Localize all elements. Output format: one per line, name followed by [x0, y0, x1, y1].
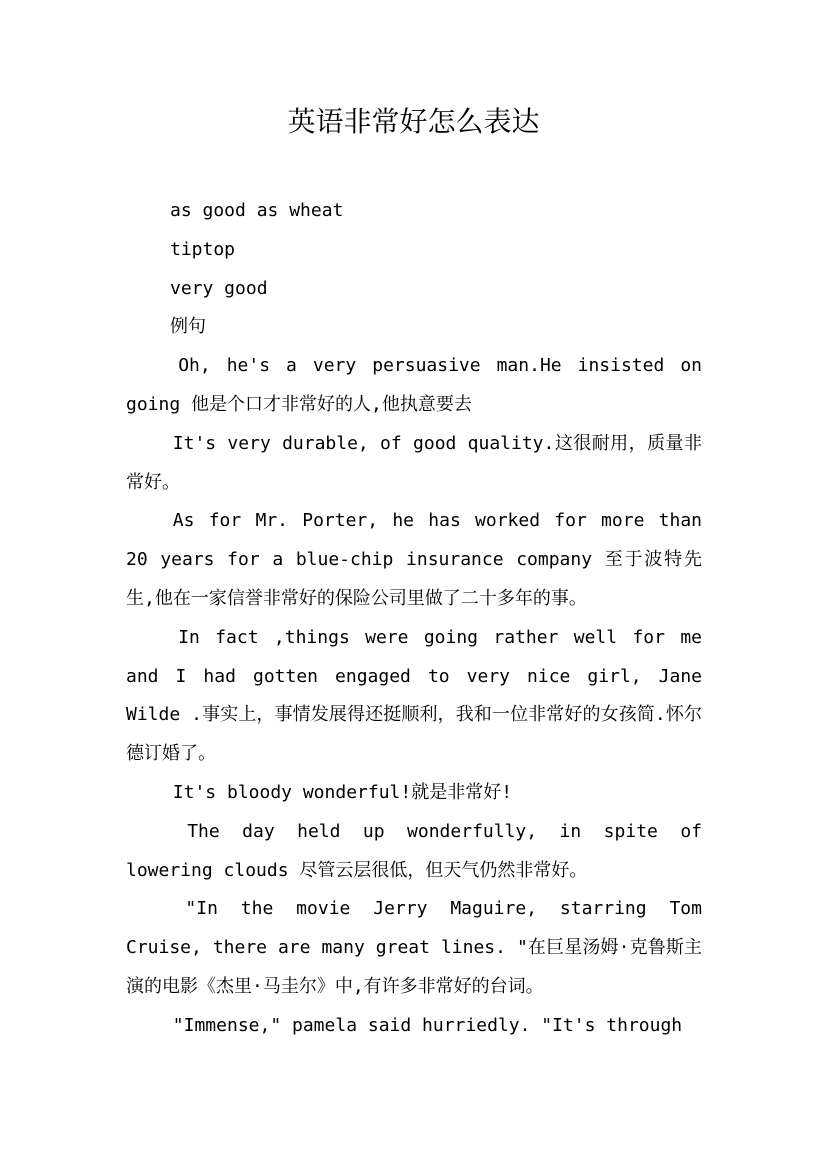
- document-title: 英语非常好怎么表达: [287, 105, 540, 138]
- example-paragraph: Oh, he's a very persuasive man.He insisted on going 他是个口才非常好的人,他执意要去: [126, 355, 702, 415]
- example-paragraph: In fact ,things were going rather well for me and I had gotten engaged to very nice girl, Jane Wilde .事实上，事情发展得还挺顺利，我和一位非常好的女孩简.怀尔德订婚了。: [126, 626, 702, 765]
- phrase-line: very good: [170, 277, 268, 299]
- document-body: [126, 192, 702, 1046]
- example-paragraph: It's bloody wonderful!就是非常好!: [172, 781, 513, 803]
- example-paragraph: It's very durable, of good quality.这很耐用，质量非常好。: [126, 432, 702, 493]
- examples-heading: 例句: [170, 316, 206, 338]
- example-paragraph: "In the movie Jerry Maguire, starring Tom Cruise, there are many great lines. "在巨星汤姆·克鲁斯主演的电影《杰里·马圭尔》中,有许多非常好的台词。: [126, 898, 702, 997]
- example-paragraph: As for Mr. Porter, he has worked for more than 20 years for a blue-chip insurance company 至于波特先生,他在一家信誉非常好的保险公司里做了二十多年的事。: [126, 510, 702, 609]
- example-paragraph: The day held up wonderfully, in spite of lowering clouds 尽管云层很低，但天气仍然非常好。: [126, 820, 702, 881]
- phrase-line: tiptop: [170, 238, 236, 260]
- phrase-line: as good as wheat: [170, 200, 344, 221]
- example-paragraph: "Immense," pamela said hurriedly. "It's through: [172, 1014, 683, 1036]
